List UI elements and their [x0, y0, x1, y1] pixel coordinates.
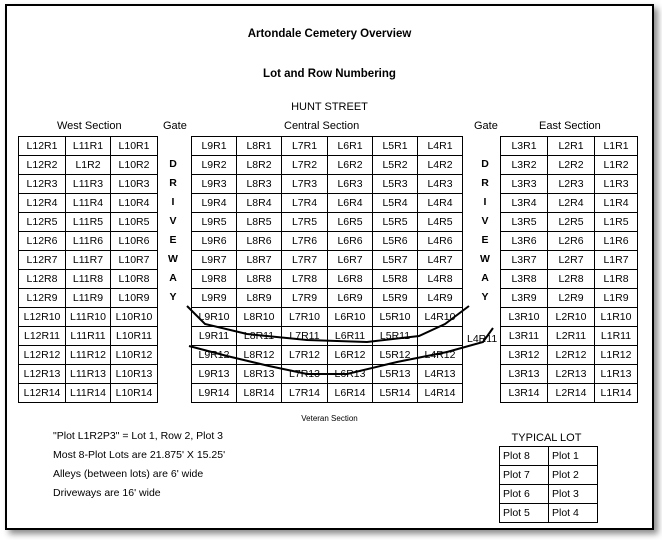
- plot-cell: Plot 2: [549, 466, 598, 485]
- lot-cell: L2R3: [548, 175, 595, 194]
- lot-cell: L5R7: [373, 251, 418, 270]
- boundary-line-upper: [187, 306, 469, 342]
- typical-lot-row: [500, 466, 598, 485]
- lot-cell: L3R12: [501, 346, 548, 365]
- lot-cell: L7R2: [282, 156, 328, 175]
- veteran-section-label: Veteran Section: [301, 414, 358, 423]
- lot-cell: L3R13: [501, 365, 548, 384]
- lot-cell: L6R13: [328, 365, 373, 384]
- lot-cell: L3R11: [501, 327, 548, 346]
- lot-cell: L8R1: [237, 137, 282, 156]
- lot-cell: L4R9: [418, 289, 463, 308]
- lot-cell: L12R1: [19, 137, 66, 156]
- lot-cell: L7R11: [282, 327, 328, 346]
- lot-cell: L3R7: [501, 251, 548, 270]
- lot-cell: L9R4: [192, 194, 237, 213]
- lot-cell: L8R11: [237, 327, 282, 346]
- lot-cell: L3R4: [501, 194, 548, 213]
- lot-cell: L8R8: [237, 270, 282, 289]
- lot-cell: L12R6: [19, 232, 66, 251]
- lot-cell: L2R14: [548, 384, 595, 403]
- lot-cell: L4R5: [418, 213, 463, 232]
- lot-cell: L12R7: [19, 251, 66, 270]
- lot-cell: L6R5: [328, 213, 373, 232]
- street-label: HUNT STREET: [291, 101, 368, 113]
- lot-cell: L10R2: [111, 156, 158, 175]
- plot-cell: Plot 1: [549, 447, 598, 466]
- lot-cell: L8R10: [237, 308, 282, 327]
- lot-cell: L10R1: [111, 137, 158, 156]
- lot-cell: L9R11: [192, 327, 237, 346]
- lot-cell: L8R7: [237, 251, 282, 270]
- lot-cell: L5R11: [373, 327, 418, 346]
- lot-cell: L9R14: [192, 384, 237, 403]
- lot-cell: L1R8: [595, 270, 638, 289]
- lot-cell: L5R1: [373, 137, 418, 156]
- lot-cell: L12R11: [19, 327, 66, 346]
- west-section-label: West Section: [57, 120, 122, 132]
- lot-cell: L11R8: [66, 270, 111, 289]
- lot-cell: L8R2: [237, 156, 282, 175]
- lot-cell: L7R13: [282, 365, 328, 384]
- driveway-letter: R: [481, 177, 489, 189]
- lot-cell: L6R8: [328, 270, 373, 289]
- lot-cell: L12R5: [19, 213, 66, 232]
- lot-cell: L7R1: [282, 137, 328, 156]
- lot-cell: L7R12: [282, 346, 328, 365]
- lot-cell: L1R1: [595, 137, 638, 156]
- lot-cell: L11R4: [66, 194, 111, 213]
- note-lot-size: Most 8-Plot Lots are 21.875' X 15.25': [53, 449, 226, 461]
- lot-cell: L12R14: [19, 384, 66, 403]
- typical-lot-title: TYPICAL LOT: [511, 432, 582, 444]
- lot-cell: L7R10: [282, 308, 328, 327]
- lot-cell: L11R7: [66, 251, 111, 270]
- lot-cell: L3R14: [501, 384, 548, 403]
- lot-cell: L1R6: [595, 232, 638, 251]
- lot-cell: L5R12: [373, 346, 418, 365]
- lot-cell: L4R1: [418, 137, 463, 156]
- lot-cell: L5R4: [373, 194, 418, 213]
- lot-cell: L5R14: [373, 384, 418, 403]
- lot-cell: L10R9: [111, 289, 158, 308]
- gate-left-label: Gate: [163, 120, 187, 132]
- lot-cell: L4R2: [418, 156, 463, 175]
- lot-cell: L6R2: [328, 156, 373, 175]
- lot-cell: L6R11: [328, 327, 373, 346]
- lot-cell: L8R3: [237, 175, 282, 194]
- lot-cell: L6R1: [328, 137, 373, 156]
- lot-cell: L1R12: [595, 346, 638, 365]
- plot-cell: Plot 5: [500, 504, 549, 523]
- plot-cell: Plot 7: [500, 466, 549, 485]
- lot-cell: L7R7: [282, 251, 328, 270]
- lot-cell: L5R9: [373, 289, 418, 308]
- note-plot-format: "Plot L1R2P3" = Lot 1, Row 2, Plot 3: [53, 430, 224, 442]
- lot-cell: L8R4: [237, 194, 282, 213]
- lot-cell: L12R3: [19, 175, 66, 194]
- gate-right-label: Gate: [474, 120, 498, 132]
- lot-cell: L3R10: [501, 308, 548, 327]
- note-alley-width: Alleys (between lots) are 6' wide: [53, 468, 204, 480]
- lot-cell: L2R13: [548, 365, 595, 384]
- lot-cell: L9R3: [192, 175, 237, 194]
- typical-lot-table: [499, 446, 598, 523]
- lot-cell: L6R10: [328, 308, 373, 327]
- typical-lot-row: [500, 504, 598, 523]
- lot-cell: L5R8: [373, 270, 418, 289]
- lot-cell: L3R2: [501, 156, 548, 175]
- lot-cell: L10R5: [111, 213, 158, 232]
- driveway-letter: W: [480, 253, 490, 265]
- lot-cell: L10R8: [111, 270, 158, 289]
- lot-cell: L8R6: [237, 232, 282, 251]
- driveway-letter: Y: [481, 291, 489, 303]
- lot-cell: L11R12: [66, 346, 111, 365]
- lot-cell: L5R13: [373, 365, 418, 384]
- lot-cell: L6R12: [328, 346, 373, 365]
- lot-cell: L2R11: [548, 327, 595, 346]
- lot-cell: L1R7: [595, 251, 638, 270]
- page-title: Artondale Cemetery Overview: [247, 28, 412, 40]
- driveway-letter: A: [169, 272, 177, 284]
- lot-cell: L12R10: [19, 308, 66, 327]
- plot-cell: Plot 4: [549, 504, 598, 523]
- driveway-letter: E: [169, 234, 177, 246]
- lot-cell: L11R6: [66, 232, 111, 251]
- lot-cell: L2R9: [548, 289, 595, 308]
- plot-cell: Plot 3: [549, 485, 598, 504]
- driveway-letter: I: [483, 196, 487, 208]
- lot-cell: L2R8: [548, 270, 595, 289]
- lot-cell: L4R4: [418, 194, 463, 213]
- lot-cell: L1R10: [595, 308, 638, 327]
- lot-cell: L5R5: [373, 213, 418, 232]
- lot-cell: L4R13: [418, 365, 463, 384]
- lot-cell: L9R13: [192, 365, 237, 384]
- lot-cell: L4R14: [418, 384, 463, 403]
- lot-cell: L10R14: [111, 384, 158, 403]
- lot-cell: L2R2: [548, 156, 595, 175]
- lot-cell: L7R5: [282, 213, 328, 232]
- east-section-label: East Section: [539, 120, 601, 132]
- plot-cell: Plot 6: [500, 485, 549, 504]
- lot-cell: L11R13: [66, 365, 111, 384]
- lot-cell: L4R12: [418, 346, 463, 365]
- lot-cell: L12R9: [19, 289, 66, 308]
- lot-cell: L11R5: [66, 213, 111, 232]
- lot-cell: L10R6: [111, 232, 158, 251]
- typical-lot-row: [500, 447, 598, 466]
- driveway-letter: Y: [169, 291, 177, 303]
- lot-cell: L8R12: [237, 346, 282, 365]
- lot-cell: L6R9: [328, 289, 373, 308]
- lot-cell: L4R7: [418, 251, 463, 270]
- driveway-letter: I: [171, 196, 175, 208]
- lot-cell: L2R6: [548, 232, 595, 251]
- lot-cell: L5R6: [373, 232, 418, 251]
- driveway-letter: D: [169, 158, 177, 170]
- lot-cell: L10R3: [111, 175, 158, 194]
- lot-cell: L11R1: [66, 137, 111, 156]
- lot-cell: L11R10: [66, 308, 111, 327]
- driveway-letter: R: [169, 177, 177, 189]
- lot-cell: L9R12: [192, 346, 237, 365]
- lot-cell: L4R10: [418, 308, 463, 327]
- lot-cell: L4R8: [418, 270, 463, 289]
- lot-cell: L3R9: [501, 289, 548, 308]
- driveway-letter: E: [481, 234, 489, 246]
- lot-cell: L7R9: [282, 289, 328, 308]
- lot-cell: L10R12: [111, 346, 158, 365]
- lot-cell: L9R5: [192, 213, 237, 232]
- lot-cell: L7R3: [282, 175, 328, 194]
- lot-cell: L6R6: [328, 232, 373, 251]
- lot-cell: L3R3: [501, 175, 548, 194]
- lot-cell: L1R3: [595, 175, 638, 194]
- lot-cell: L5R2: [373, 156, 418, 175]
- lot-cell: L11R9: [66, 289, 111, 308]
- lot-cell: L8R14: [237, 384, 282, 403]
- driveway-letter: A: [481, 272, 489, 284]
- lot-cell: L9R10: [192, 308, 237, 327]
- central-section-label: Central Section: [284, 120, 360, 132]
- plot-cell: Plot 8: [500, 447, 549, 466]
- note-driveway-width: Driveways are 16' wide: [53, 487, 161, 499]
- lot-cell: L10R10: [111, 308, 158, 327]
- lot-cell: L11R3: [66, 175, 111, 194]
- lot-cell: L1R2: [66, 156, 111, 175]
- driveway-letter: V: [169, 215, 177, 227]
- lot-cell: L2R7: [548, 251, 595, 270]
- lot-cell: L5R10: [373, 308, 418, 327]
- lot-cell: L10R11: [111, 327, 158, 346]
- lot-cell: L10R7: [111, 251, 158, 270]
- lot-cell: L3R5: [501, 213, 548, 232]
- lot-cell: L3R8: [501, 270, 548, 289]
- lot-cell: L5R3: [373, 175, 418, 194]
- driveway-letter: V: [481, 215, 489, 227]
- lot-cell: L6R7: [328, 251, 373, 270]
- lot-cell: L10R4: [111, 194, 158, 213]
- lot-cell: L1R2: [595, 156, 638, 175]
- lot-cell: L3R1: [501, 137, 548, 156]
- lot-cell: L1R4: [595, 194, 638, 213]
- lot-cell: L8R5: [237, 213, 282, 232]
- lot-cell: L9R8: [192, 270, 237, 289]
- lot-cell: L6R4: [328, 194, 373, 213]
- lot-cell: L11R11: [66, 327, 111, 346]
- lot-cell: L1R13: [595, 365, 638, 384]
- boundary-line-lower: [189, 328, 493, 374]
- lot-cell: L8R13: [237, 365, 282, 384]
- stray-lot-label: L4R11: [467, 333, 498, 345]
- driveway-letter: W: [168, 253, 178, 265]
- lot-cell: L2R10: [548, 308, 595, 327]
- lot-cell: L12R12: [19, 346, 66, 365]
- lot-cell: L12R8: [19, 270, 66, 289]
- lot-cell: L2R12: [548, 346, 595, 365]
- lot-cell: L1R9: [595, 289, 638, 308]
- lot-cell: L6R14: [328, 384, 373, 403]
- lot-cell: L9R1: [192, 137, 237, 156]
- lot-cell: L8R9: [237, 289, 282, 308]
- driveway-letter: D: [481, 158, 489, 170]
- page-subtitle: Lot and Row Numbering: [263, 68, 396, 80]
- lot-cell: L1R11: [595, 327, 638, 346]
- lot-cell: L9R7: [192, 251, 237, 270]
- lot-cell: L4R3: [418, 175, 463, 194]
- lot-cell: L7R8: [282, 270, 328, 289]
- lot-cell: L1R14: [595, 384, 638, 403]
- lot-cell: L2R1: [548, 137, 595, 156]
- lot-cell: L12R4: [19, 194, 66, 213]
- lot-cell: L7R14: [282, 384, 328, 403]
- lot-cell: L3R6: [501, 232, 548, 251]
- lot-cell: L9R2: [192, 156, 237, 175]
- lot-cell: L4R6: [418, 232, 463, 251]
- lot-cell: L1R5: [595, 213, 638, 232]
- lot-cell: L7R4: [282, 194, 328, 213]
- lot-cell: L7R6: [282, 232, 328, 251]
- lot-cell: L9R9: [192, 289, 237, 308]
- lot-cell: L2R4: [548, 194, 595, 213]
- lot-cell: L6R3: [328, 175, 373, 194]
- lot-cell: L11R14: [66, 384, 111, 403]
- lot-cell: L10R13: [111, 365, 158, 384]
- lot-cell: L2R5: [548, 213, 595, 232]
- lot-cell: L12R2: [19, 156, 66, 175]
- typical-lot-row: [500, 485, 598, 504]
- lot-cell: L12R13: [19, 365, 66, 384]
- lot-cell: L9R6: [192, 232, 237, 251]
- page-frame: [5, 4, 654, 530]
